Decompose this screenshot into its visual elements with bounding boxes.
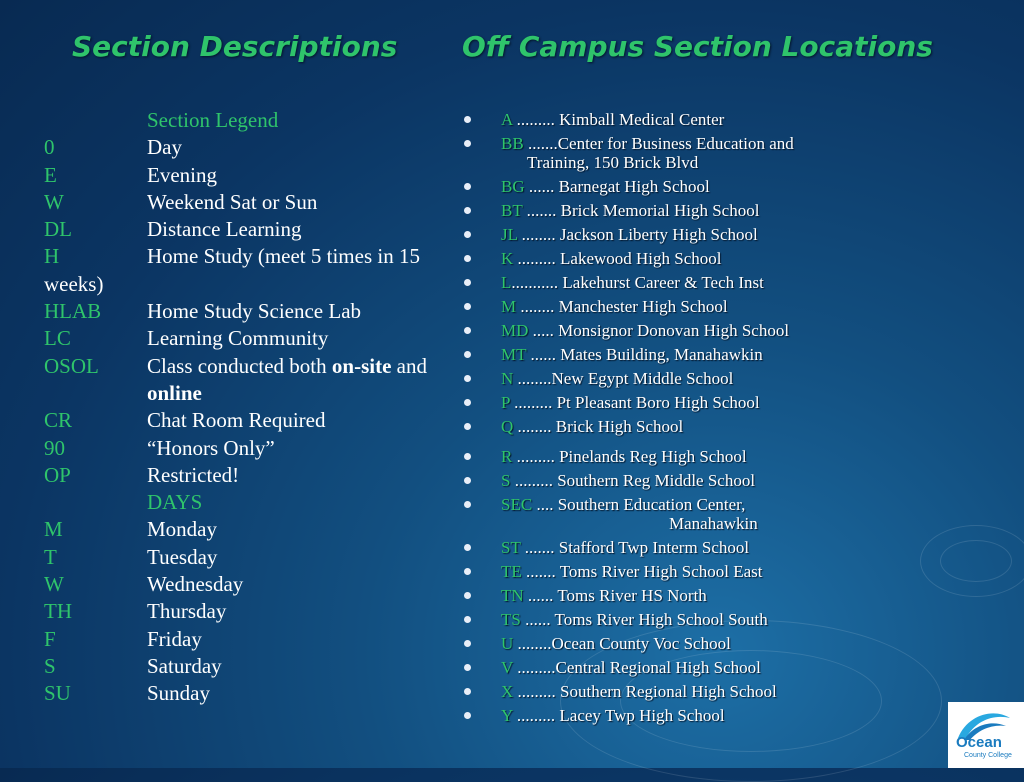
day-name: Tuesday (147, 544, 218, 569)
location-item (463, 682, 853, 701)
location-code: X (501, 682, 514, 701)
location-name: ......... Pt Pleasant Boro High School (509, 393, 760, 412)
legend-row-continuation (44, 380, 464, 407)
location-item (463, 297, 853, 316)
location-item (463, 658, 853, 677)
legend-desc: “Honors Only” (147, 435, 275, 460)
legend-desc: Home Study (meet 5 times in 15 (147, 244, 420, 269)
location-code: SEC (501, 495, 533, 514)
location-code: U (501, 634, 514, 653)
location-code: K (501, 249, 514, 268)
bullet-icon (464, 399, 471, 406)
bullet-icon (464, 303, 471, 310)
section-descriptions-title: Section Descriptions (72, 30, 398, 63)
logo-word: Ocean (956, 734, 1002, 751)
location-code: MT (501, 345, 527, 364)
location-item (463, 417, 853, 436)
day-name: Wednesday (147, 572, 244, 597)
bullet-icon (464, 544, 471, 551)
location-item (463, 538, 853, 557)
location-name: ...... Toms River High School South (520, 610, 768, 629)
bullet-icon (464, 477, 471, 484)
legend-row (44, 162, 464, 189)
location-name: ........ Jackson Liberty High School (517, 225, 758, 244)
location-item (463, 177, 853, 196)
location-code: P (501, 393, 510, 412)
legend-row (44, 462, 464, 489)
location-name: ........New Egypt Middle School (513, 369, 734, 388)
bullet-icon (464, 712, 471, 719)
location-name: ........ Brick High School (513, 417, 684, 436)
day-name: Saturday (147, 653, 222, 678)
bullet-icon (464, 640, 471, 647)
bullet-icon (464, 231, 471, 238)
location-name: ..... Monsignor Donovan High School (528, 321, 790, 340)
day-code: F (44, 626, 56, 651)
legend-desc-continuation: weeks) (44, 271, 104, 296)
location-item (463, 225, 853, 244)
legend-code: W (44, 189, 64, 214)
location-code: ST (501, 538, 521, 557)
legend-desc: Evening (147, 162, 217, 187)
location-code: S (501, 471, 511, 490)
legend-desc: Distance Learning (147, 217, 302, 242)
location-code: R (501, 447, 513, 466)
location-code: V (501, 658, 513, 677)
location-name-continuation: Manahawkin (669, 514, 758, 533)
day-row (44, 626, 464, 653)
location-name: ....... Stafford Twp Interm School (520, 538, 750, 557)
day-row (44, 598, 464, 625)
day-code: TH (44, 599, 72, 624)
legend-code: 0 (44, 135, 55, 160)
bullet-icon (464, 351, 471, 358)
location-name: ........... Lakehurst Career & Tech Inst (511, 273, 764, 292)
legend-row (44, 298, 464, 325)
bullet-icon (464, 279, 471, 286)
days-heading: DAYS (147, 490, 203, 515)
location-item (463, 634, 853, 653)
location-name: ...... Toms River HS North (523, 586, 707, 605)
legend-row-continuation (44, 271, 464, 298)
location-name: ....... Brick Memorial High School (522, 201, 760, 220)
location-name: .......Center for Business Education and (523, 134, 794, 153)
location-name: .... Southern Education Center, (532, 495, 746, 514)
legend-desc: Day (147, 135, 182, 160)
location-name: ........ Manchester High School (516, 297, 728, 316)
legend-code: CR (44, 408, 73, 433)
legend-desc (147, 353, 464, 380)
legend-row (44, 189, 464, 216)
location-item (463, 562, 853, 581)
legend-code: E (44, 162, 57, 187)
legend-row (44, 353, 464, 380)
legend-desc-bold: on-site (331, 353, 392, 378)
legend-code: DL (44, 217, 72, 242)
bullet-icon (464, 183, 471, 190)
day-code: M (44, 517, 63, 542)
legend-desc-bold: online (147, 380, 202, 405)
legend-heading: Section Legend (147, 108, 279, 132)
location-name: ......... Pinelands Reg High School (512, 447, 747, 466)
location-item (463, 345, 853, 364)
legend-code: HLAB (44, 299, 102, 324)
location-name: ......... Southern Regional High School (513, 682, 777, 701)
section-legend (44, 107, 464, 708)
location-code: MD (501, 321, 529, 340)
legend-code: LC (44, 326, 71, 351)
legend-desc: Restricted! (147, 462, 240, 487)
location-name-continuation: Training, 150 Brick Blvd (527, 153, 699, 172)
legend-code: OSOL (44, 353, 99, 378)
location-item (463, 393, 853, 412)
off-campus-locations-title: Off Campus Section Locations (462, 30, 933, 63)
day-name: Monday (147, 517, 217, 542)
day-name: Thursday (147, 599, 227, 624)
location-item (463, 495, 853, 533)
bullet-icon (464, 664, 471, 671)
bullet-icon (464, 327, 471, 334)
location-code: TE (501, 562, 522, 581)
location-code: BT (501, 201, 523, 220)
day-name: Sunday (147, 681, 210, 706)
day-code: T (44, 544, 57, 569)
legend-row (44, 325, 464, 352)
location-name: ........Ocean County Voc School (513, 634, 731, 653)
location-code: JL (501, 225, 518, 244)
location-code: M (501, 297, 517, 316)
location-item (463, 273, 853, 292)
location-item (463, 110, 853, 129)
bullet-icon (464, 616, 471, 623)
bullet-icon (464, 568, 471, 575)
logo-subtitle: County College (964, 752, 1012, 759)
location-code: TN (501, 586, 524, 605)
legend-row (44, 435, 464, 462)
location-item (463, 201, 853, 220)
location-item (463, 369, 853, 388)
location-name: ...... Barnegat High School (524, 177, 710, 196)
legend-desc: Home Study Science Lab (147, 299, 362, 324)
location-code: Q (501, 417, 514, 436)
bullet-icon (464, 592, 471, 599)
location-code: A (501, 110, 513, 129)
location-name: ......... Southern Reg Middle School (510, 471, 756, 490)
legend-desc-part: Class conducted both (147, 353, 332, 378)
day-row (44, 571, 464, 598)
location-item (463, 610, 853, 629)
legend-code: OP (44, 462, 71, 487)
location-item (463, 706, 853, 725)
location-item (463, 447, 853, 466)
legend-desc: Chat Room Required (147, 408, 326, 433)
day-code: SU (44, 681, 71, 706)
bullet-icon (464, 255, 471, 262)
location-item (463, 471, 853, 490)
day-code: W (44, 572, 64, 597)
location-code: BG (501, 177, 525, 196)
legend-row (44, 134, 464, 161)
day-row (44, 680, 464, 707)
location-name: ....... Toms River High School East (521, 562, 763, 581)
location-name: ......... Kimball Medical Center (512, 110, 725, 129)
bullet-icon (464, 501, 471, 508)
legend-desc-part: and (391, 353, 427, 378)
bullet-icon (464, 140, 471, 147)
day-name: Friday (147, 626, 202, 651)
location-item (463, 249, 853, 268)
bullet-icon (464, 207, 471, 214)
legend-desc: Learning Community (147, 326, 329, 351)
location-name: .........Central Regional High School (512, 658, 761, 677)
day-row (44, 544, 464, 571)
location-item (463, 321, 853, 340)
ocean-county-college-logo (948, 702, 1024, 768)
location-code: N (501, 369, 514, 388)
location-code: Y (501, 706, 513, 725)
location-name: ......... Lacey Twp High School (512, 706, 725, 725)
bullet-icon (464, 688, 471, 695)
location-item (463, 134, 853, 172)
bullet-icon (464, 423, 471, 430)
day-row (44, 516, 464, 543)
bullet-icon (464, 453, 471, 460)
location-item (463, 586, 853, 605)
location-code: BB (501, 134, 524, 153)
location-name: ...... Mates Building, Manahawkin (526, 345, 763, 364)
location-code: TS (501, 610, 521, 629)
bullet-icon (464, 116, 471, 123)
day-code: S (44, 653, 56, 678)
legend-desc: Weekend Sat or Sun (147, 189, 318, 214)
location-code: L (501, 273, 512, 292)
legend-code: 90 (44, 435, 65, 460)
day-row (44, 653, 464, 680)
legend-row (44, 407, 464, 434)
ripple-decoration (920, 525, 1024, 597)
legend-row (44, 243, 464, 270)
location-name: ......... Lakewood High School (513, 249, 722, 268)
legend-code: H (44, 244, 60, 269)
location-list (463, 110, 853, 730)
legend-row (44, 216, 464, 243)
bullet-icon (464, 375, 471, 382)
